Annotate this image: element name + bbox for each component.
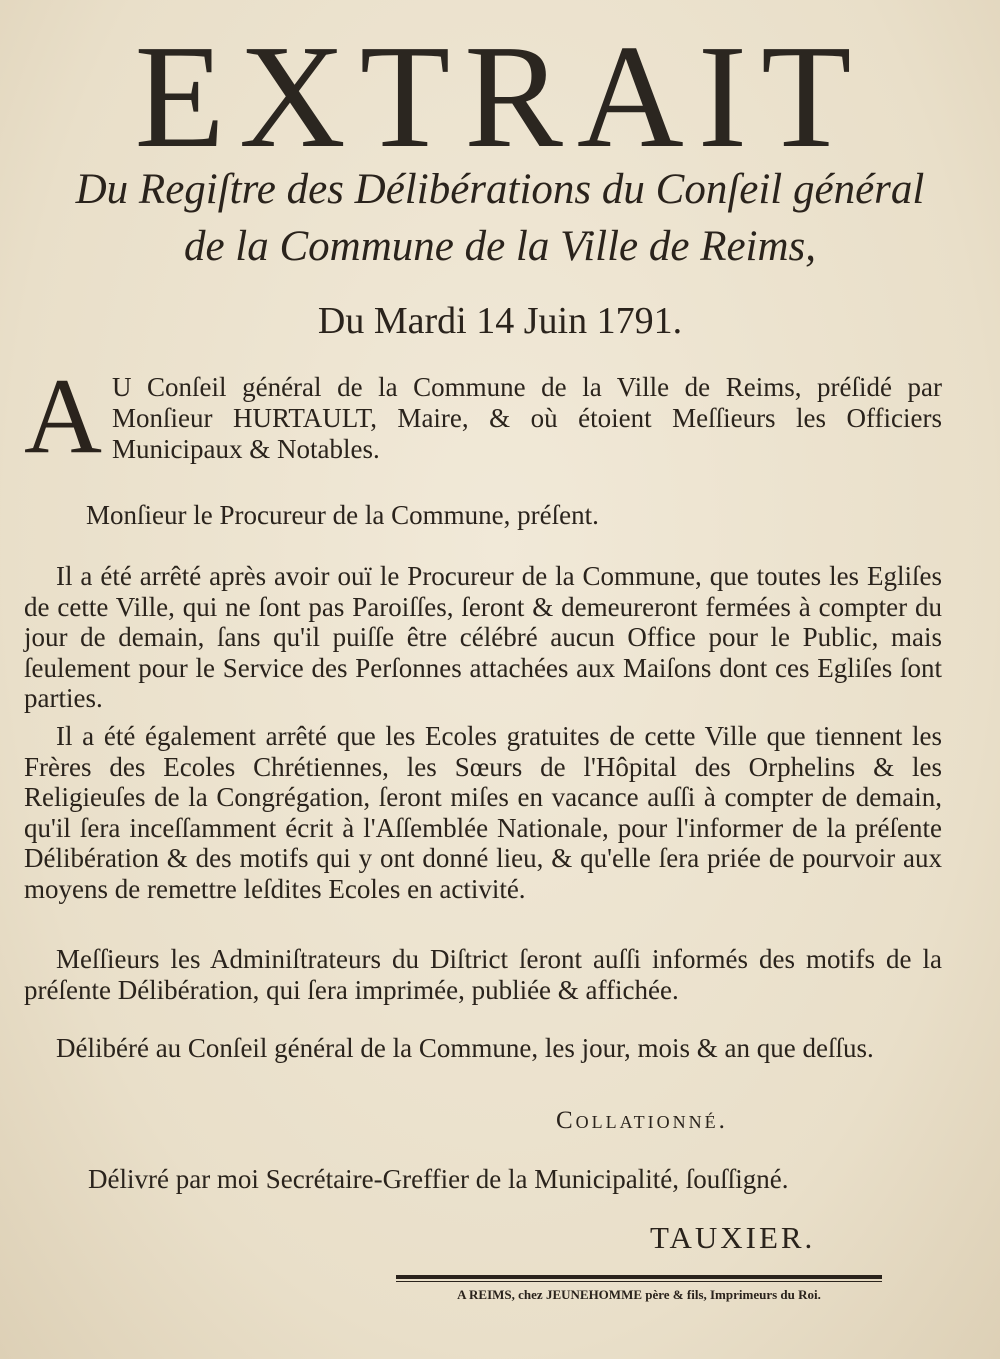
resolution-churches: Il a été arrêté après avoir ouï le Procureur de la Commune, que toutes les Egliſes de cette Ville, qui ne ſont pas Paroiſſes, ſeront & demeureront fermées à compter du jour de demain, ſans qu'il puiſſe être célébré aucun Office pour le Public, mais ſeulement pour le Service des Perſonnes attachées aux Maiſons dont ces Egliſes ſont parties.: [24, 561, 942, 713]
intro-paragraph: [24, 357, 942, 476]
procureur-present: Monſieur le Procureur de la Commune, préſent.: [86, 500, 599, 530]
subtitle-line-2: de la Commune de la Ville de Reims,: [183, 223, 817, 270]
subtitle-line-1: Du Regiſtre des Délibérations du Conſeil général: [75, 166, 925, 213]
imprint-rule-thick: [396, 1275, 882, 1279]
resolution-schools: Il a été également arrêté que les Ecoles gratuites de cette Ville que tiennent les Frères des Ecoles Chrétiennes, les Sœurs de l'Hôpital des Orphelins & les Religieuſes de la Congrégation, ſeront miſes en vacance auſſi à compter de demain, qu'il ſera inceſſamment écrit à l'Aſſemblée Nationale, pour l'informer de la préſente Délibération & des motifs qui y ont donné lieu, & qu'elle ſera priée de pourvoir aux moyens de remettre leſdites Ecoles en activité.: [24, 721, 942, 904]
document-title: EXTRAIT: [134, 15, 866, 179]
secretary-signature: TAUXIER.: [650, 1220, 816, 1255]
intro-text: U Conſeil général de la Commune de la Ville de Reims, préſidé par Monſieur HURTAULT, Maire, & où étoient Meſſieurs les Officiers Municipaux & Notables.: [112, 372, 942, 464]
printer-imprint: A REIMS, chez JEUNEHOMME père & fils, Imprimeurs du Roi.: [457, 1287, 821, 1302]
deliberation-closing: Délibéré au Conſeil général de la Commune, les jour, mois & an que deſſus.: [56, 1033, 874, 1063]
delivery-statement: Délivré par moi Secrétaire-Greffier de la Municipalité, ſouſſigné.: [88, 1164, 789, 1194]
document-date: Du Mardi 14 Juin 1791.: [317, 300, 683, 342]
drop-cap: A: [24, 357, 102, 476]
resolution-district: Meſſieurs les Adminiſtrateurs du Diſtrict ſeront auſſi informés des motifs de la préſente Délibération, qui ſera imprimée, publiée & affichée.: [24, 944, 942, 1005]
imprint-rule-thin: [396, 1281, 882, 1282]
collationne-label: Collationné.: [556, 1107, 728, 1134]
